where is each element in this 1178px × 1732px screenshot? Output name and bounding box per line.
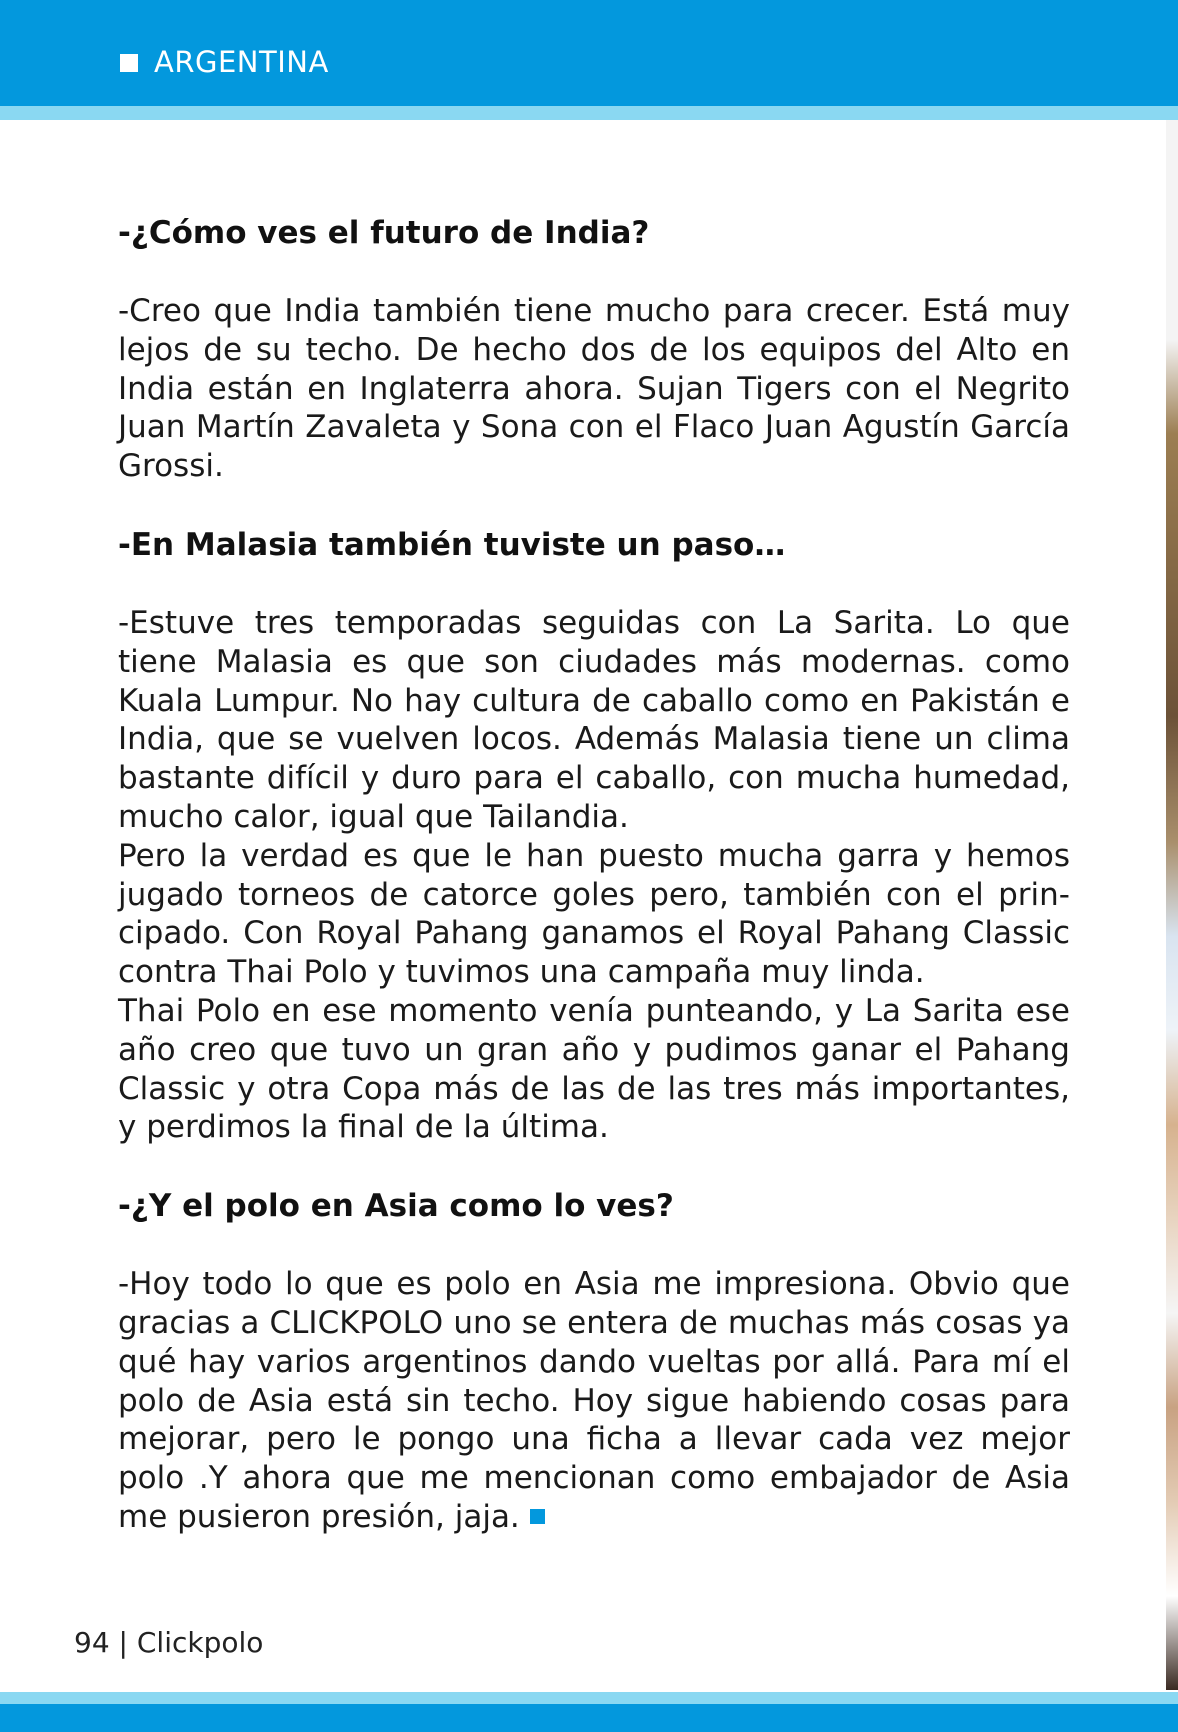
- answer-asia: [118, 1265, 1070, 1537]
- question-india: -¿Cómo ves el futuro de India?: [118, 215, 650, 251]
- section-label: [120, 45, 329, 79]
- answer-malasia-p2: Pero la verdad es que le han puesto mucha garra y hemos jugado torneos de catorce goles pero, también con el prin-cipado. Con Royal Pahang ganamos el Royal Pahang Classic contra Thai Polo y tuvimos una campaña muy linda.: [118, 837, 1070, 991]
- adjacent-page-photo-edge: [1166, 120, 1178, 1690]
- answer-malasia-p3: Thai Polo en ese momento venía punteando, y La Sarita ese año creo que tuvo un gran año y pudimos ganar el Pahang Classic y otra Copa más de las de las tres más importantes, y perdimos la final de la última.: [118, 992, 1070, 1146]
- header-stripe: [0, 106, 1178, 120]
- page-footer: 94 | Clickpolo: [74, 1626, 264, 1659]
- section-square-icon: [120, 54, 138, 72]
- answer-india: -Creo que India también tiene mucho para crecer. Está muy lejos de su techo. De hecho dos de los equipos del Alto en India están en Inglaterra ahora. Sujan Tigers con el Negrito Juan Martín Zavaleta y Sona con el Flaco Juan Agustín García Grossi.: [118, 293, 1070, 485]
- end-of-article-square-icon: [530, 1509, 545, 1524]
- footer-stripe-dark: [0, 1704, 1178, 1732]
- footer-stripe-light: [0, 1692, 1178, 1704]
- article-body: [118, 214, 1070, 1537]
- question-malasia: -En Malasia también tuviste un paso…: [118, 526, 786, 563]
- answer-asia-text: -Hoy todo lo que es polo en Asia me impresiona. Obvio que gracias a CLICKPOLO uno se entera de muchas más cosas ya qué hay varios argentinos dando vueltas por allá. Para mí el polo de Asia está sin techo. Hoy sigue habiendo cosas para mejorar, pero le pongo una ficha a llevar cada vez mejor polo .Y ahora que me mencionan como embajador de Asia me pusieron presión, jaja.: [118, 1266, 1070, 1535]
- question-asia: -¿Y el polo en Asia como lo ves?: [118, 1188, 674, 1225]
- section-label-text: ARGENTINA: [154, 45, 329, 79]
- answer-malasia-p1: -Estuve tres temporadas seguidas con La Sarita. Lo que tiene Malasia es que son ciudades más modernas. como Kuala Lumpur. No hay cultura de caballo como en Pakistán e India, que se vuelven locos. Además Malasia tiene un clima bastante difícil y duro para el caballo, con mucha humedad, mucho calor, igual que Tailandia.: [118, 604, 1070, 835]
